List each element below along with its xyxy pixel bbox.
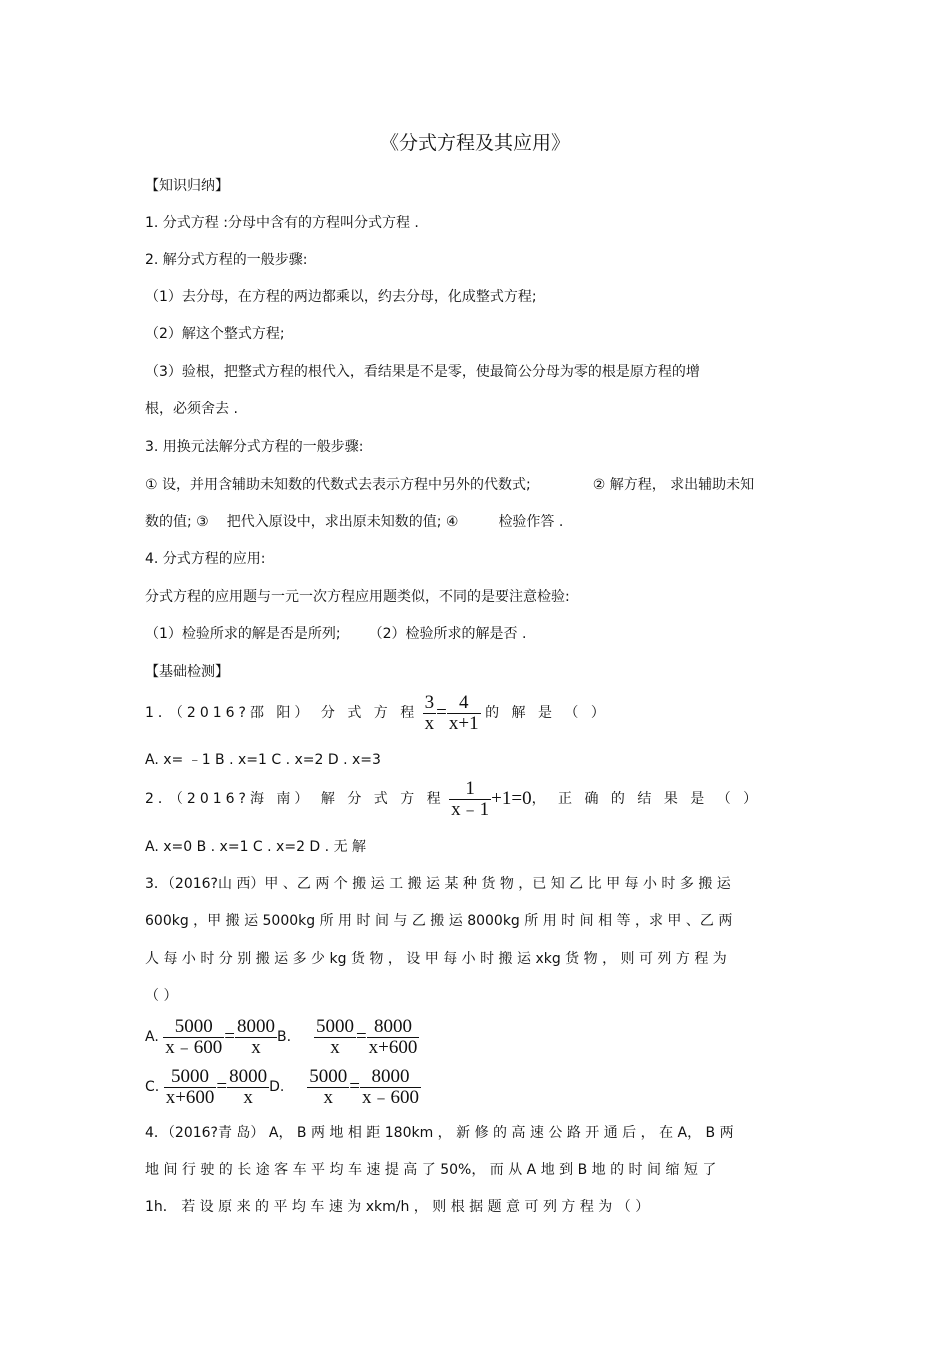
question-3-options-cd bbox=[145, 1064, 421, 1110]
option-c-equals: = bbox=[216, 1076, 228, 1097]
fraction-1-over-x-minus-1: $\frac{1}{x﹣1}$ bbox=[451, 777, 490, 820]
knowledge-item-2: 2. 解分式方程的一般步骤: bbox=[145, 252, 308, 268]
document-title: 《分式方程及其应用》 bbox=[379, 132, 570, 154]
question-1-stem: 1．（2016?邵 阳） 分 式 方 程 bbox=[145, 705, 419, 721]
section-heading-knowledge: 【知识归纳】 bbox=[145, 178, 229, 194]
substitution-step-3: 把代入原设中，求出原未知数的值; ④ bbox=[226, 514, 459, 530]
knowledge-step-3: （3）验根，把整式方程的根代入，看结果是不是零，使最简公分母为零的根是原方程的增 bbox=[145, 364, 700, 380]
application-checks bbox=[145, 625, 526, 643]
substitution-step-4: 检验作答 . bbox=[498, 514, 564, 530]
substitution-steps-line-2 bbox=[145, 513, 563, 531]
application-note: 分式方程的应用题与一元一次方程应用题类似，不同的是要注意检验: bbox=[145, 589, 570, 605]
question-2-stem: 2．（2016?海 南） 解 分 式 方 程 bbox=[145, 791, 445, 807]
question-4-line-3: 1h． 若 设 原 来 的 平 均 车 速 为 xkm/h ， 则 根 据 题 意 可 列 方 程 为 （ ） bbox=[145, 1199, 650, 1215]
check-1: （1）检验所求的解是否是所列; bbox=[145, 626, 341, 642]
option-a-label: A. bbox=[145, 1029, 159, 1045]
knowledge-step-2: （2）解这个整式方程; bbox=[145, 326, 285, 342]
option-d-fraction-right: $\frac{8000}{x﹣600}$ bbox=[361, 1065, 419, 1108]
check-2: （2）检验所求的解是否 . bbox=[368, 626, 527, 642]
equals-sign: = bbox=[436, 702, 447, 723]
substitution-steps-line-1 bbox=[145, 476, 754, 494]
option-c-fraction-left: $\frac{5000}{x+600}$ bbox=[165, 1065, 215, 1108]
fraction-3-over-x: $\frac{3}{x}$ bbox=[424, 691, 435, 734]
substitution-step-2-cont: 数的值; ③ bbox=[145, 514, 209, 530]
option-a-fraction-left: $\frac{5000}{x﹣600}$ bbox=[165, 1015, 223, 1058]
option-b-fraction-left: $\frac{5000}{x}$ bbox=[315, 1015, 354, 1058]
question-2 bbox=[145, 776, 761, 822]
question-3-line-4: （ ） bbox=[145, 988, 178, 1004]
knowledge-item-4: 4. 分式方程的应用: bbox=[145, 551, 266, 567]
question-4-line-2: 地 间 行 驶 的 长 途 客 车 平 均 车 速 提 高 了 50%， 而 从 A 地 到 B 地 的 时 间 缩 短 了 bbox=[145, 1162, 717, 1178]
option-a-fraction-right: $\frac{8000}{x}$ bbox=[236, 1015, 275, 1058]
equation-remainder: +1=0 bbox=[491, 788, 532, 809]
question-3-line-2: 600kg ，甲 搬 运 5000kg 所 用 时 间 与 乙 搬 运 8000kg 所 用 时 间 相 等 ，求 甲 、乙 两 bbox=[145, 913, 733, 929]
option-d-label: D. bbox=[269, 1079, 285, 1095]
fraction-4-over-x-plus-1: $\frac{4}{x+1}$ bbox=[448, 691, 479, 734]
question-3-options-ab bbox=[145, 1014, 419, 1060]
knowledge-step-1: （1）去分母，在方程的两边都乘以，约去分母，化成整式方程; bbox=[145, 289, 537, 305]
question-1-options: A. x= ﹣1 B . x=1 C . x=2 D . x=3 bbox=[145, 752, 381, 768]
question-3-line-3: 人 每 小 时 分 别 搬 运 多 少 kg 货 物 ， 设 甲 每 小 时 搬 运 xkg 货 物 ， 则 可 列 方 程 为 bbox=[145, 951, 727, 967]
section-heading-basic: 【基础检测】 bbox=[145, 664, 229, 680]
option-b-equals: = bbox=[355, 1026, 367, 1047]
question-1 bbox=[145, 692, 609, 734]
question-2-suffix: ， 正 确 的 结 果 是 （ ） bbox=[531, 791, 762, 807]
option-d-fraction-left: $\frac{5000}{x}$ bbox=[309, 1065, 348, 1108]
substitution-step-2: ② 解方程， 求出辅助未知 bbox=[592, 477, 755, 493]
knowledge-step-3-cont: 根，必须舍去 . bbox=[145, 401, 238, 417]
knowledge-item-1: 1. 分式方程 :分母中含有的方程叫分式方程 . bbox=[145, 215, 419, 231]
question-2-options: A. x=0 B . x=1 C . x=2 D . 无 解 bbox=[145, 839, 367, 855]
substitution-step-1: ① 设，并用含辅助未知数的代数式去表示方程中另外的代数式; bbox=[145, 477, 531, 493]
option-b-fraction-right: $\frac{8000}{x+600}$ bbox=[368, 1015, 418, 1058]
question-4-line-1: 4．（2016?青 岛） A， B 两 地 相 距 180km ， 新 修 的 高 速 公 路 开 通 后 ， 在 A， B 两 bbox=[145, 1125, 734, 1141]
option-c-label: C. bbox=[145, 1079, 160, 1095]
option-c-fraction-right: $\frac{8000}{x}$ bbox=[229, 1065, 268, 1108]
option-d-equals: = bbox=[349, 1076, 360, 1097]
knowledge-item-3: 3. 用换元法解分式方程的一般步骤: bbox=[145, 439, 364, 455]
question-1-suffix: 的 解 是 （ ） bbox=[485, 705, 609, 721]
question-3-line-1: 3．（2016?山 西）甲 、乙 两 个 搬 运 工 搬 运 某 种 货 物 ，已 知 乙 比 甲 每 小 时 多 搬 运 bbox=[145, 876, 731, 892]
option-a-equals: = bbox=[224, 1026, 235, 1047]
option-b-label: B. bbox=[276, 1029, 292, 1045]
